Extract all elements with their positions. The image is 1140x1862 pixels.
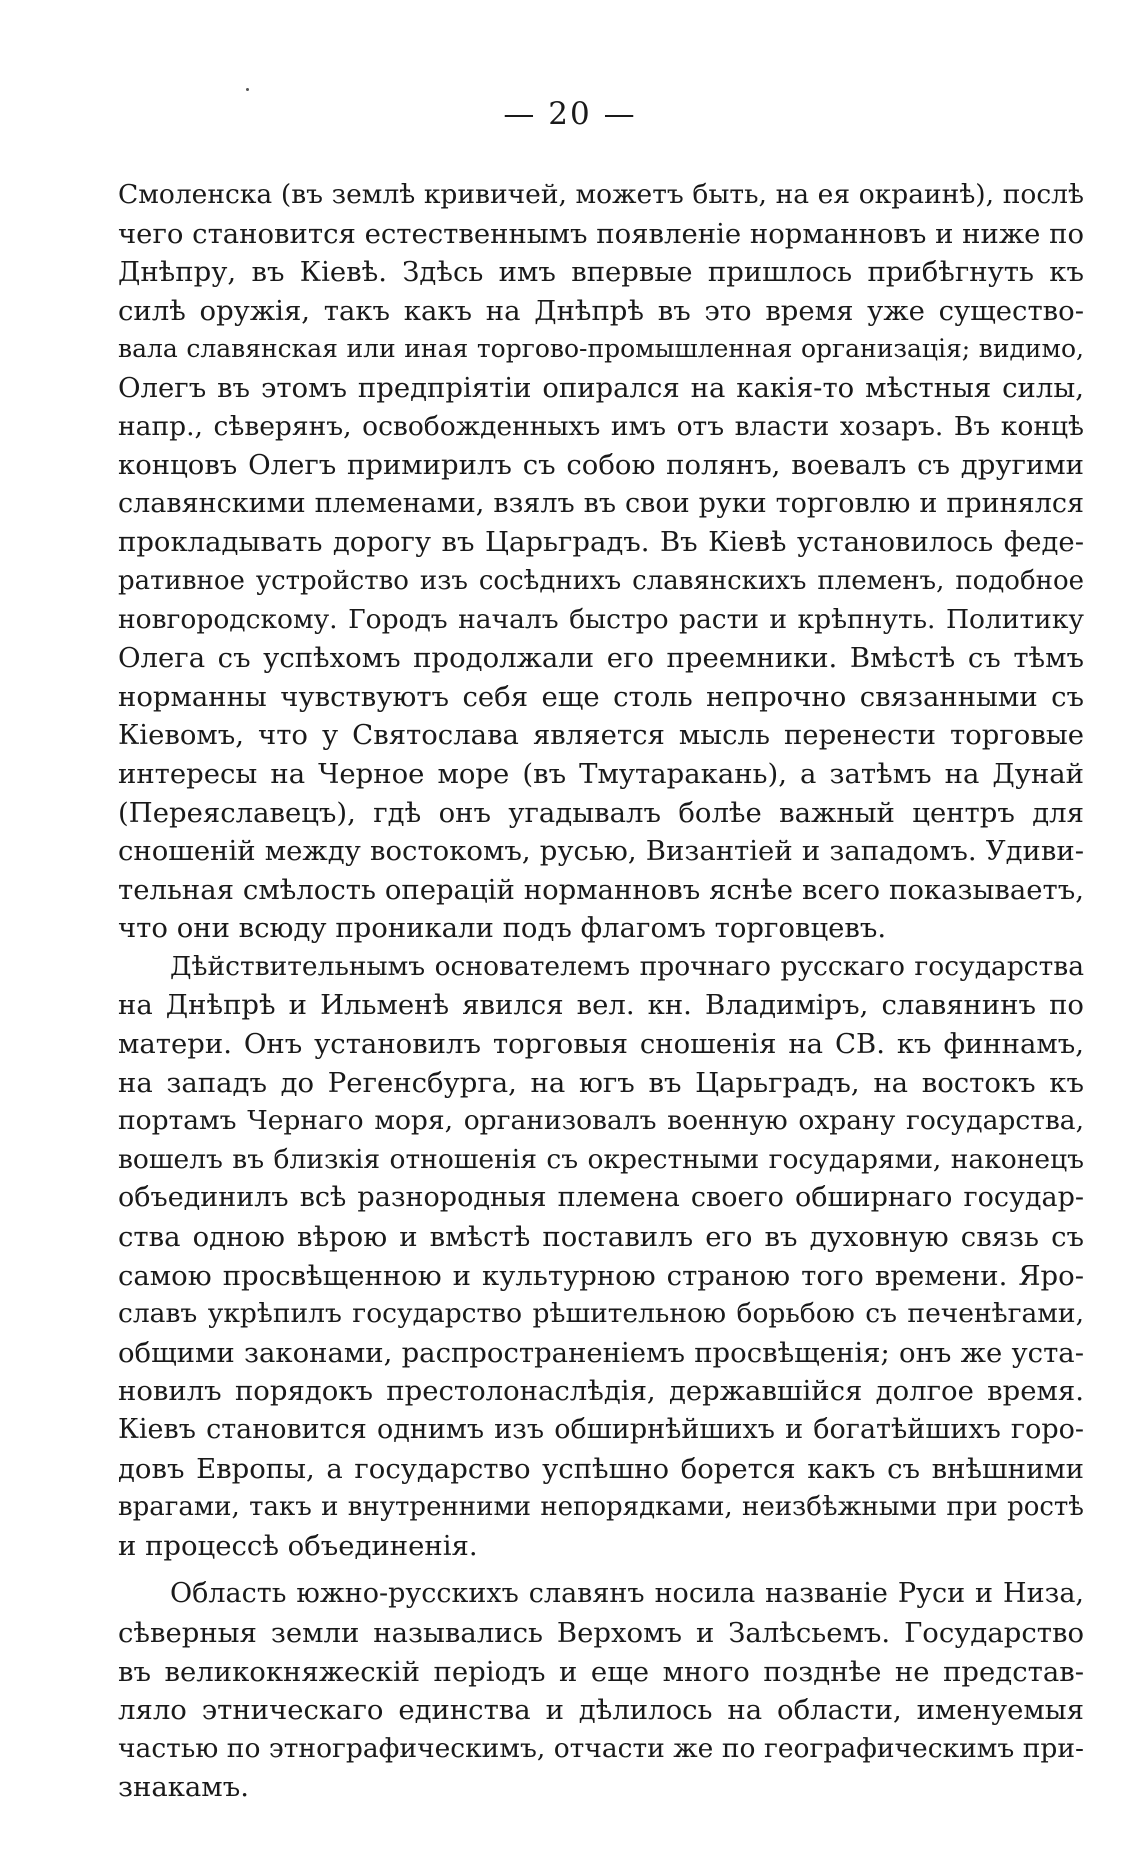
text-line: объединилъ всѣ разнородныя племена своего обширнаго государ- (118, 1182, 1084, 1214)
text-line: вала славянская или иная торгово-промышленная организація; видимо, (118, 334, 1084, 364)
body-text (118, 176, 1084, 1807)
text-line: знакамъ. (118, 1771, 249, 1804)
text-line: матери. Онъ установилъ торговыя сношенія на СВ. къ финнамъ, (118, 1028, 1084, 1061)
text-line: прокладывать дорогу въ Царьградъ. Въ Кіевѣ установилось феде- (118, 526, 1084, 559)
text-line: Днѣпру, въ Кіевѣ. Здѣсь имъ впервые пришлось прибѣгнуть къ (118, 256, 1084, 289)
text-line: портамъ Чернаго моря, организовалъ военную охрану государства, (118, 1105, 1084, 1137)
text-line: силѣ оружія, такъ какъ на Днѣпрѣ въ это время уже существо- (118, 294, 1084, 327)
text-line: славъ укрѣпилъ государство рѣшительною борьбою съ печенѣгами, (118, 1298, 1084, 1330)
text-line: интересы на Черное море (въ Тмутаракань), а затѣмъ на Дунай (118, 757, 1084, 790)
paragraph-1 (118, 176, 1084, 948)
text-line: новгородскому. Городъ началъ быстро расти и крѣпнуть. Политику (118, 603, 1084, 635)
text-line: ративное устройство изъ сосѣднихъ славянскихъ племенъ, подобное (118, 565, 1084, 596)
text-line: на Днѣпрѣ и Ильменѣ явился вел. кн. Владиміръ, славянинъ по (118, 989, 1084, 1022)
text-line: Кіевъ становится однимъ изъ обширнѣйшихъ и богатѣйшихъ горо- (118, 1414, 1084, 1445)
text-line: Область южно-русскихъ славянъ носила названіе Руси и Низа, (170, 1578, 1084, 1610)
text-line: довъ Европы, а государство успѣшно борется какъ съ внѣшними (118, 1452, 1084, 1485)
paragraph-3 (118, 1575, 1084, 1807)
print-speck (246, 88, 249, 91)
text-line: Олега съ успѣхомъ продолжали его преемники. Вмѣстѣ съ тѣмъ (118, 642, 1084, 675)
text-line: ляло этническаго единства и дѣлилось на области, именуемыя (118, 1694, 1084, 1727)
text-line: вошелъ въ близкія отношенія съ окрестными государями, наконецъ (118, 1143, 1084, 1175)
text-line: сношеній между востокомъ, русью, Византіей и западомъ. Удиви- (118, 835, 1084, 868)
text-line: Кіевомъ, что у Святослава является мысль перенести торговые (118, 719, 1084, 752)
text-line: Смоленска (въ землѣ кривичей, можетъ быть, на ея окраинѣ), послѣ (118, 179, 1084, 210)
text-line: славянскими племенами, взялъ въ свои руки торговлю и принялся (118, 487, 1084, 519)
paragraph-spacer (118, 1565, 1084, 1575)
text-line: норманны чувствуютъ себя еще столь непрочно связанными съ (118, 680, 1084, 713)
paragraph-2 (118, 948, 1084, 1566)
text-line: на западъ до Регенсбурга, на югъ въ Царьградъ, на востокъ къ (118, 1066, 1084, 1099)
text-line: общими законами, распространеніемъ просвѣщенія; онъ же уста- (118, 1336, 1084, 1369)
text-line: что они всюду проникали подъ флагомъ торговцевъ. (118, 912, 887, 945)
text-line: (Переяславецъ), гдѣ онъ угадывалъ болѣе важный центръ для (118, 796, 1084, 829)
text-line: ства одною вѣрою и вмѣстѣ поставилъ его въ духовную связь съ (118, 1221, 1084, 1254)
text-line: тельная смѣлость операцій норманновъ яснѣе всего показываетъ, (118, 873, 1084, 906)
text-line: частью по этнографическимъ, отчасти же по географическимъ при- (118, 1732, 1084, 1764)
text-line: врагами, такъ и внутренними непорядками, неизбѣжными при ростѣ (118, 1492, 1084, 1523)
text-line: Олегъ въ этомъ предпріятіи опирался на какія-то мѣстныя силы, (118, 371, 1084, 404)
text-line: напр., сѣверянъ, освобожденныхъ имъ отъ власти хозаръ. Въ концѣ (118, 410, 1084, 442)
text-line: новилъ порядокъ престолонаслѣдія, державшійся долгое время. (118, 1375, 1084, 1408)
text-line: и процессѣ объединенія. (118, 1529, 478, 1562)
text-line: сѣверныя земли назывались Верхомъ и Залѣсьемъ. Государство (118, 1616, 1084, 1649)
text-line: Дѣйствительнымъ основателемъ прочнаго русскаго государства (170, 950, 1084, 982)
text-line: чего становится естественнымъ появленіе норманновъ и ниже по (118, 217, 1084, 250)
text-line: въ великокняжескій періодъ и еще много позднѣе не представ- (118, 1655, 1084, 1688)
text-line: самою просвѣщенною и культурною страною того времени. Яро- (118, 1259, 1084, 1292)
page-number: — 20 — (503, 96, 637, 132)
text-line: концовъ Олегъ примирилъ съ собою полянъ, воевалъ съ другими (118, 449, 1084, 482)
